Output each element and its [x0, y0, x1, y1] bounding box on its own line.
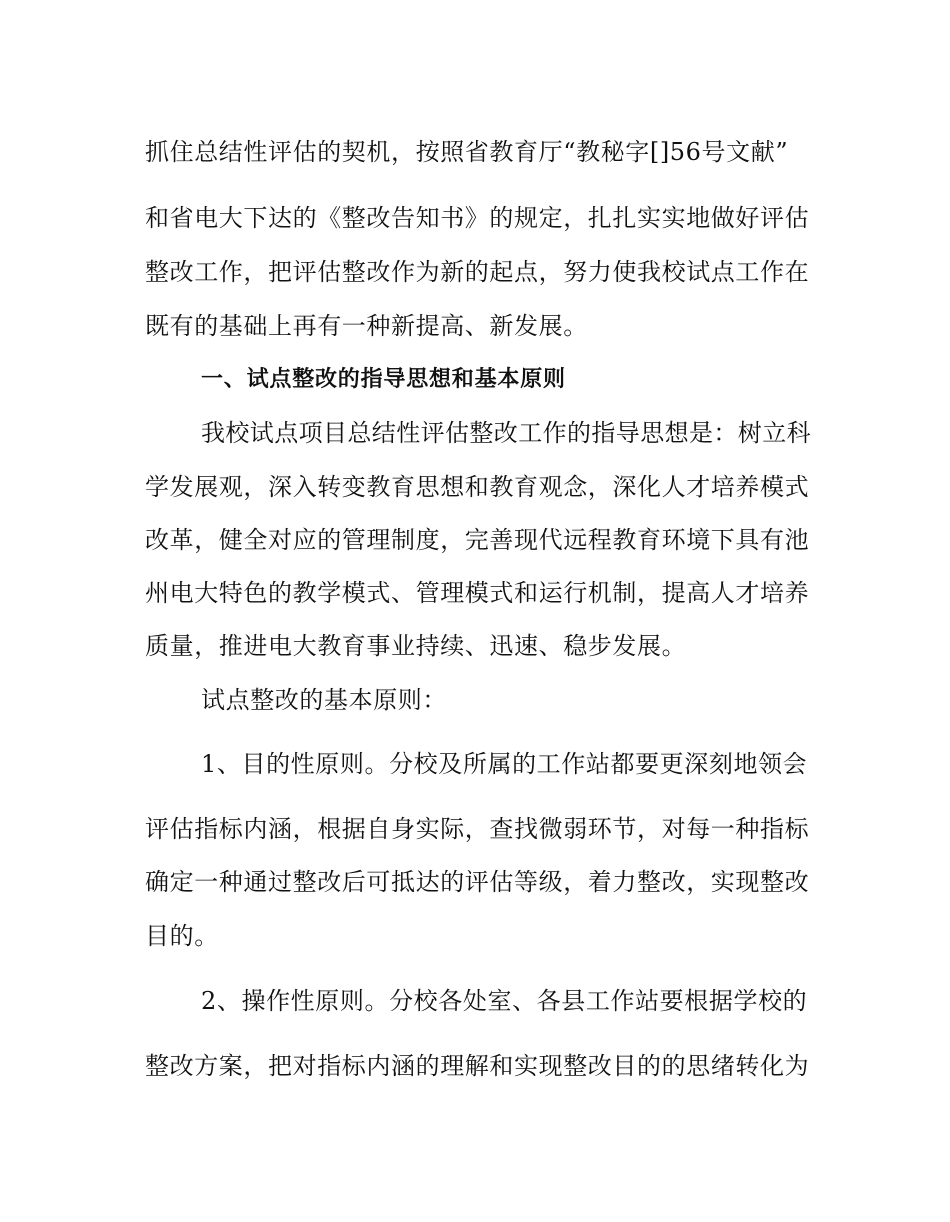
paragraph-line: 州电大特色的教学模式、管理模式和运行机制，提高人才培养	[145, 579, 810, 607]
paragraph-line: 学发展观，深入转变教育思想和教育观念，深化人才培养模式	[145, 473, 810, 501]
paragraph-line: 确定一种通过整改后可抵达的评估等级，着力整改，实现整改	[145, 868, 810, 896]
paragraph-line: 1、目的性原则。分校及所属的工作站都要更深刻地领会	[201, 750, 808, 778]
paragraph-line: 质量，推进电大教育事业持续、迅速、稳步发展。	[145, 632, 687, 660]
paragraph-line: 改革，健全对应的管理制度，完善现代远程教育环境下具有池	[145, 526, 810, 554]
paragraph-line: 整改工作，把评估整改作为新的起点，努力使我校试点工作在	[145, 258, 810, 286]
paragraph-line: 评估指标内涵，根据自身实际，查找微弱环节，对每一种指标	[145, 815, 810, 843]
paragraph-line: 整改方案，把对指标内涵的理解和实现整改目的的思绪转化为	[145, 1052, 810, 1080]
section-heading: 一、试点整改的指导思想和基本原则	[201, 367, 566, 392]
paragraph-line: 我校试点项目总结性评估整改工作的指导思想是：树立科	[201, 419, 811, 447]
paragraph-line: 2、操作性原则。分校各处室、各县工作站要根据学校的	[201, 987, 808, 1015]
paragraph-line: 试点整改的基本原则：	[201, 686, 447, 714]
paragraph-line: 目的。	[145, 922, 219, 950]
paragraph-line: 抓住总结性评估的契机，按照省教育厅“教秘字[]56号文献”	[145, 138, 789, 166]
paragraph-line: 和省电大下达的《整改告知书》的规定，扎扎实实地做好评估	[145, 204, 810, 232]
paragraph-line: 既有的基础上再有一种新提高、新发展。	[145, 312, 588, 340]
